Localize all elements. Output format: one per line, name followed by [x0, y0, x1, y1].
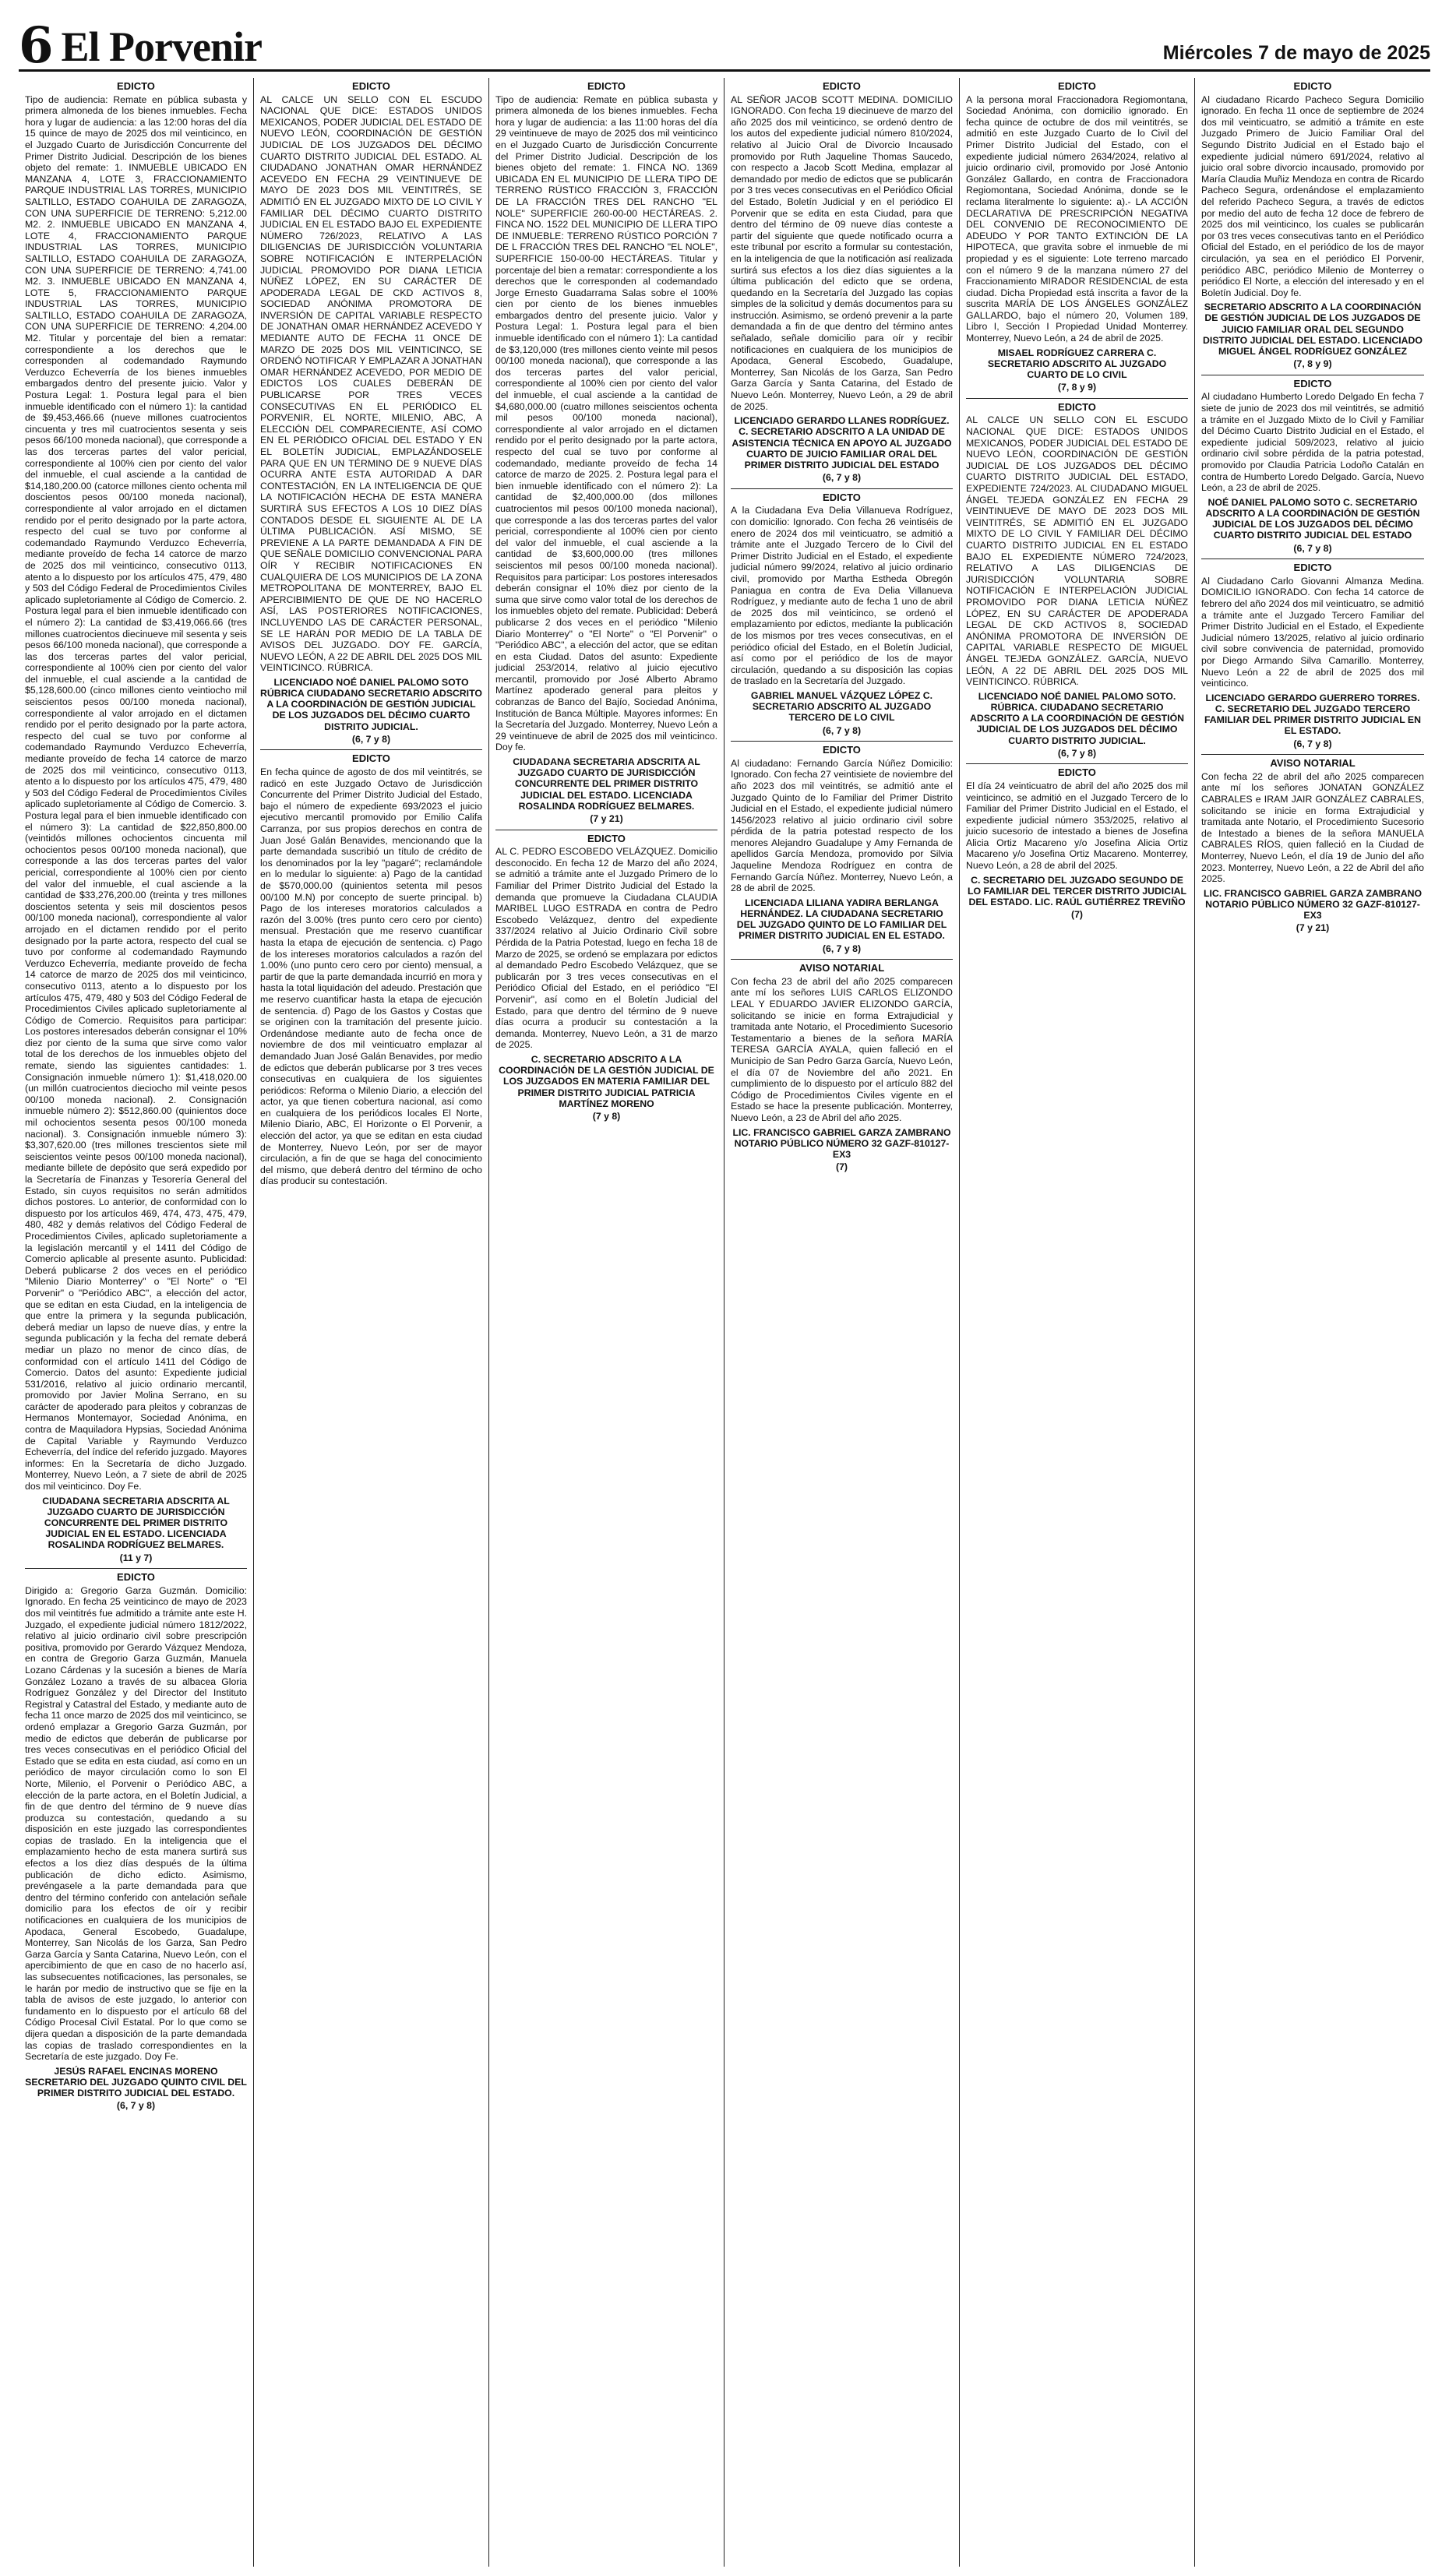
- notice-body: Con fecha 22 de abril del año 2025 comparecen ante mí los señores JONATAN GONZÁLEZ CABRALES e IRAM JAIR GONZÁLEZ CABRALES, solicitando se inicie en forma Extrajudicial y tramitada ante Notario, el Procedimiento Sucesorio de Intestado a bienes de la señora MANUELA CABRALES RÍOS, quien falleció en la Ciudad de Monterrey, Nuevo León, el día 19 de Junio del año 2023. Monterrey, Nuevo León, a 22 de Abril del año 2025.: [1201, 770, 1424, 885]
- notice-publication-dates: (6, 7 y 8): [822, 724, 862, 736]
- notice-body: Dirigido a: Gregorio Garza Guzmán. Domicilio: Ignorado. En fecha 25 veinticinco de mayo de 2023 dos mil veintitrés fue admitido a trámite ante este H. Juzgado, el expediente judicial número 1812/2022, relativo al juicio ordinario civil sobre prescripción positiva, promovido por Gerardo Vázquez Mendoza, en contra de Gregorio Garza Guzmán, Manuela Lozano Cárdenas y la sucesión a bienes de María González Lozano a través de su albacea Gloria Rodríguez González y del Director del Instituto Registral y Catastral del Estado, y mediante auto de fecha 11 once marzo de 2025 dos mil veinticinco, se ordenó emplazar a Gregorio Garza Guzmán, por medio de edictos que deberán de publicarse por tres veces consecutivas en el periódico Oficial del Estado que se edita en esta ciudad, así como en un periódico de mayor circulación como lo son El Norte, Milenio, el Porvenir o Periódico ABC, a elección de la parte actora, en el Boletín Judicial, a fin de que dentro del término de 9 nueve días produzca su contestación, quedando a su disposición en este juzgado las correspondientes copias de traslado. En la inteligencia que el emplazamiento hecho de esta manera surtirá sus efectos a los diez días después de la última publicación de dicho edicto. Asimismo, prevéngasele a la parte demandada para que dentro del término conferido con antelación señale domicilio para los efectos de oír y recibir notificaciones en cualquiera de los municipios de Apodaca, General Escobedo, Guadalupe, Monterrey, San Nicolás de los Garza, San Pedro Garza García y Santa Catarina, Nuevo León, con el apercibimiento de que en caso de no hacerlo así, las subsecuentes notificaciones, las personales, se le harán por medio de instructivo que se fije en la tabla de avisos de este juzgado, lo anterior con fundamento en lo dispuesto por el artículo 68 del Código Procesal Civil Estatal. Por lo que como se dijera quedan a disposición de la parte demandada las copias de traslado correspondientes en la Secretaría de este juzgado. Doy Fe.: [25, 1584, 247, 2063]
- column-5: [960, 78, 1195, 2567]
- notice-heading: EDICTO: [1293, 80, 1332, 92]
- notice-heading: EDICTO: [587, 80, 626, 92]
- notice-body: AL CALCE UN SELLO CON EL ESCUDO NACIONAL QUE DICE: ESTADOS UNIDOS MEXICANOS, PODER JUDICIAL DEL ESTADO DE NUEVO LEÓN, COORDINACIÓN DE GESTIÓN JUDICIAL DE LOS JUZGADOS DEL DÉCIMO CUARTO DISTRITO JUDICIAL DEL ESTADO. AL CIUDADANO JONATHAN OMAR HERNÁNDEZ ACEVEDO EN FECHA 29 VEINTINUEVE DE MAYO DE 2023 DOS MIL VEINTITRÉS, SE ADMITIÓ EN EL JUZGADO MIXTO DE LO CIVIL Y FAMILIAR DEL DÉCIMO CUARTO DISTRITO JUDICIAL EN EL ESTADO BAJO EL EXPEDIENTE NÚMERO 726/2023, RELATIVO A LAS DILIGENCIAS DE JURISDICCIÓN VOLUNTARIA SOBRE NOTIFICACIÓN E INTERPELACIÓN JUDICIAL PROMOVIDO POR DIANA LETICIA NÚÑEZ LÓPEZ, EN SU CARÁCTER DE APODERADA LEGAL DE CKD ACTIVOS 8, SOCIEDAD ANÓNIMA PROMOTORA DE INVERSIÓN DE CAPITAL VARIABLE RESPECTO DE JONATHAN OMAR HERNÁNDEZ ACEVEDO Y MEDIANTE AUTO DE FECHA 11 ONCE DE MARZO DE 2025 DOS MIL VEINTICINCO, SE ORDENÓ NOTIFICAR Y EMPLAZAR A JONATHAN OMAR HERNÁNDEZ ACEVEDO, POR MEDIO DE EDICTOS LOS CUALES DEBERÁN DE PUBLICARSE POR TRES VECES CONSECUTIVAS EN EL PERIÓDICO EL PORVENIR, EL NORTE, MILENIO, ABC, A ELECCIÓN DEL COMPARECIENTE, ASÍ COMO EN EL PERIÓDICO OFICIAL DEL ESTADO Y EN EL BOLETÍN JUDICIAL, EMPLAZÁNDOSELE PARA QUE EN UN TÉRMINO DE 9 NUEVE DÍAS OCURRA ANTE ESTA AUTORIDAD A DAR CONTESTACIÓN, EN LA INTELIGENCIA DE QUE LA NOTIFICACIÓN HECHA DE ESTA MANERA SURTIRÁ SUS EFECTOS A LOS 10 DIEZ DÍAS CONTADOS DESDE EL SIGUIENTE AL DE LA ÚLTIMA PUBLICACIÓN. ASÍ MISMO, SE PREVIENE A LA PARTE DEMANDADA A FIN DE QUE SEÑALE DOMICILIO CONVENCIONAL PARA OÍR Y RECIBIR NOTIFICACIONES EN CUALQUIERA DE LOS MUNICIPIOS DE LA ZONA METROPOLITANA DE MONTERREY, BAJO EL APERCIBIMIENTO DE QUE DE NO HACERLO ASÍ, LAS POSTERIORES NOTIFICACIONES, INCLUYENDO LAS DE CARÁCTER PERSONAL, SE LE HARÁN POR MEDIO DE LA TABLA DE AVISOS DEL JUZGADO. DOY FE. GARCÍA, NUEVO LEÓN, A 22 DE ABRIL DEL 2025 DOS MIL VEINTICINCO. RÚBRICA.: [260, 93, 482, 674]
- notice-heading: EDICTO: [1293, 562, 1332, 574]
- legal-notice: [1201, 375, 1424, 554]
- notice-signature: LIC. FRANCISCO GABRIEL GARZA ZAMBRANO NOTARIO PÚBLICO NÚMERO 32 GAZF-810127-EX3: [732, 1126, 951, 1160]
- notice-divider: [731, 959, 953, 960]
- notice-publication-dates: (7, 8 y 9): [1293, 358, 1332, 370]
- notice-body: En fecha quince de agosto de dos mil veintitrés, se radicó en este Juzgado Octavo de Jurisdicción Concurrente del Primer Distrito Judicial del Estado, bajo el número de expediente 693/2023 el juicio ejecutivo mercantil promovido por Emilio Califa Carranza, por sus propios derechos en contra de Juan José Galán Benavides, mencionando que la parte demandada suscribió un título de crédito de los denominados por la ley "pagaré"; reclamándole en lo medular lo siguiente: a) Pago de la cantidad de $570,000.00 (quinientos setenta mil pesos 00/100 M.N) por concepto de suerte principal. b) Pago de los intereses moratorios calculados a razón del 3.00% (tres punto cero cero por ciento) mensual. Prestación que me reservo cuantificar hasta la etapa de ejecución de sentencia. c) Pago de los intereses moratorios calculados a razón del 1.00% (uno punto cero cero por ciento) mensual, a partir de que la parte demandada incurrió en mora y hasta la total liquidación del adeudo. Prestación que me reservo cuantificar hasta la etapa de ejecución de sentencia. d) Pago de los Gastos y Costas que se originen con la tramitación del presente juicio. Ordenándose mediante auto de fecha once de noviembre de dos mil veinticuatro emplazar al demandado Juan José Galán Benavides, por medio de edictos que deberán publicarse por 3 tres veces consecutivas en cualquiera de los siguientes periódicos: Reforma o Milenio Diario, a elección del actor, ya que tienen cobertura nacional, así como en cualquiera de los periódicos locales El Norte, Milenio Diario, ABC, El Horizonte o El Porvenir, a elección del actor, ya que se editan en esta ciudad de Monterrey, Nuevo León, por ser de mayor circulación, a fin de que se haga del conocimiento del mismo, que deberá dentro del término de ocho días producir su contestación.: [260, 766, 482, 1187]
- notice-body: AL C. PEDRO ESCOBEDO VELÁZQUEZ. Domicilio desconocido. En fecha 12 de Marzo del año 2024, se admitió a trámite ante el Juzgado Primero de lo Familiar del Primer Distrito Judicial del Estado la demanda que promueve la Ciudadana CLAUDIA MARIBEL LUGO ESTRADA en contra de Pedro Escobedo Velázquez, dentro del expediente 337/2024 relativo al Juicio Ordinario Civil sobre Pérdida de la Patria Potestad, luego en fecha 18 de Marzo de 2025, se ordenó se emplazara por edictos al demandado Pedro Escobedo Velázquez, que se publicarán por 3 tres veces consecutivas en el Periódico Oficial del Estado, en el periódico "El Porvenir", así como en el Boletín Judicial del Estado, para que dentro del término de 9 nueve días ocurra a producir su contestación a la demanda. Monterrey, Nuevo León, a 31 de marzo de 2025.: [495, 846, 717, 1051]
- notice-publication-dates: (6, 7 y 8): [822, 943, 862, 954]
- notice-divider: [731, 741, 953, 742]
- notice-heading: EDICTO: [1293, 377, 1332, 389]
- notice-body: El día 24 veinticuatro de abril del año 2025 dos mil veinticinco, se admitió en el Juzgado Tercero de lo Familiar del Primer Distrito Judicial en el Estado, el expediente judicial número 353/2025, relativo al juicio sucesorio de intestado a bienes de Josefina Alicia Ortiz Macareno y/o Josefina Alicia Ortiz Macareno y/o Josefina Ortiz Macareno. Monterrey, Nuevo León, a 28 de abril del 2025.: [966, 780, 1188, 872]
- notice-heading: EDICTO: [117, 80, 155, 92]
- notice-body: Al ciudadano Humberto Loredo Delgado En fecha 7 siete de junio de 2023 dos mil veintitrés, se admitió a trámite en el Juzgado Mixto de lo Civil y Familiar del Décimo Cuarto Distrito Judicial en el Estado, el expediente judicial 509/2023, relativo al juicio ordinario civil sobre pérdida de la patria potestad, promovido por Claudia Patricia Lodoño Catalán en contra de Humberto Loredo Delgado. García, Nuevo León, a 23 de abril de 2025.: [1201, 391, 1424, 494]
- notice-signature: LICENCIADO NOÉ DANIEL PALOMO SOTO RÚBRICA CIUDADANO SECRETARIO ADSCRITO A LA COORDINACIÓN DE GESTIÓN JUDICIAL DE LOS JUZGADOS DEL DÉCIMO CUARTO DISTRITO JUDICIAL.: [260, 676, 482, 732]
- notice-signature: C. SECRETARIO ADSCRITO A LA COORDINACIÓN DE LA GESTIÓN JUDICIAL DE LOS JUZGADOS EN MATERIA FAMILIAR DEL PRIMER DISTRITO JUDICIAL PATRICIA MARTÍNEZ MORENO: [499, 1053, 714, 1109]
- notice-heading: EDICTO: [352, 752, 390, 765]
- notice-heading: EDICTO: [1058, 400, 1096, 413]
- notice-body: Tipo de audiencia: Remate en pública subasta y primera almoneda de los bienes inmuebles. Fecha hora y lugar de audiencia: a las 11:00 horas del día 29 veintinueve de mayo de 2025 dos mil veinticinco en el Juzgado Cuarto de Jurisdicción Concurrente del Primer Distrito Judicial. Descripción de los bienes objeto del remate: 1. FINCA NO. 1369 UBICADA EN EL MUNICIPIO DE LLERA TIPO DE TERRENO RÚSTICO FRACCIÓN 3, FRACCIÓN DE LA FRACCIÓN TRES DEL RANCHO "EL NOLE" SUPERFICIE 260-00-00 HECTÁREAS. 2. FINCA NO. 1522 DEL MUNICIPIO DE LLERA TIPO DE INMUEBLE: TERRENO RÚSTICO PORCIÓN 7 DE L FRACCIÓN TRES DEL RANCHO "EL NOLE", SUPERFICIE 150-00-00 HECTÁREAS. Titular y porcentaje del bien a rematar: correspondiente a los derechos que le corresponden al codemandado Jorge Ernesto Guadarrama Salas sobre el 100% cien por ciento de los bienes inmuebles embargados dentro del presente juicio. Valor y Postura Legal: 1. Postura legal para el bien inmueble identificado con el número 1): La cantidad de $3,120,000 (tres millones ciento veinte mil pesos 00/100 moneda nacional), que corresponde a las dos terceras partes del valor pericial, correspondiente al 100% cien por ciento del valor del inmueble, el cual asciende a la cantidad de $4,680,000.00 (cuatro millones seiscientos ochenta mil pesos 00/100 moneda nacional), correspondiente al valor arrojado en el dictamen rendido por el perito designado por la parte actora, respecto del cual se tuvo por conforme al codemandado, mediante proveído de fecha 14 catorce de marzo de 2025. 2. Postura legal para el bien inmueble identificado con el número 2): La cantidad de $2,400,000.00 (dos millones cuatrocientos mil pesos 00/100 moneda nacional), que corresponde a las dos terceras partes del valor pericial, correspondiente al 100% cien por ciento del valor del inmueble, el cual asciende a la cantidad de $3,600,000.00 (tres millones seiscientos mil pesos 00/100 moneda nacional). Requisitos para participar: Los postores interesados deberán consignar el 10% diez por ciento de la suma que sirve como valor total de los derechos de los inmuebles objeto del remate. Publicidad: Deberá publicarse 2 dos veces en el periódico "Milenio Diario Monterrey" o "El Norte" o "El Porvenir" o "Periódico ABC", a elección del actor, que se editan en esta Ciudad. Datos del asunto: Expediente judicial 253/2014, relativo al juicio ejecutivo mercantil, promovido por José Alberto Abramo Martínez apoderado general para pleitos y cobranzas de Banco del Bajío, Sociedad Anónima, Institución de Banca Múltiple. Mayores informes: En la Secretaría del Juzgado. Monterrey, Nuevo León a 29 veintinueve de abril de 2025 dos mil veinticinco. Doy fe.: [495, 93, 717, 753]
- notice-heading: EDICTO: [587, 832, 626, 844]
- notice-signature: CIUDADANA SECRETARIA ADSCRITA AL JUZGADO CUARTO DE JURISDICCIÓN CONCURRENTE DEL PRIMER DISTRITO JUDICIAL DEL ESTADO. LICENCIADA ROSALINDA RODRÍGUEZ BELMARES.: [513, 756, 700, 812]
- legal-notice: [966, 398, 1188, 759]
- notice-heading: EDICTO: [117, 1571, 155, 1584]
- masthead: [19, 0, 1430, 75]
- notice-body: A la Ciudadana Eva Delia Villanueva Rodríguez, con domicilio: Ignorado. Con fecha 26 veintiséis de enero de 2024 dos mil veinticuatro, se admitió a trámite ante el Juzgado Tercero de lo Civil del Primer Distrito Judicial en el Estado, el expediente judicial número 99/2024, relativo al juicio ordinario civil, promovido por Martha Estheda Obregón Paniagua en contra de Eva Delia Villanueva Rodríguez, y mediante auto de fecha 1 uno de abril de 2025 dos mil veinticinco, se ordenó el emplazamiento por edictos, mediante la publicación de los mismos por tres veces consecutivas, en el periódico oficial del Estado, en el Boletín Judicial, así como por el periódico de los de mayor circulación, quedando a su disposición las copias de traslado en la Secretaría del Juzgado.: [731, 505, 953, 687]
- notice-publication-dates: (6, 7 y 8): [1057, 747, 1097, 759]
- legal-notice: [1201, 754, 1424, 934]
- notice-publication-dates: (7): [835, 1161, 848, 1173]
- notice-heading: EDICTO: [823, 744, 861, 756]
- notice-signature: GABRIEL MANUEL VÁZQUEZ LÓPEZ C. SECRETARIO ADSCRITO AL JUZGADO TERCERO DE LO CIVIL: [750, 689, 933, 724]
- notice-signature: LICENCIADA LILIANA YADIRA BERLANGA HERNÁNDEZ. LA CIUDADANA SECRETARIO DEL JUZGADO QUINTO DE LO FAMILIAR DEL PRIMER DISTRITO JUDICIAL EN EL ESTADO.: [736, 897, 947, 942]
- notice-signature: LICENCIADO GERARDO LLANES RODRÍGUEZ. C. SECRETARIO ADSCRITO A LA UNIDAD DE ASISTENCIA TÉCNICA EN APOYO AL JUZGADO CUARTO DE JUICIO FAMILIAR ORAL DEL PRIMER DISTRITO JUDICIAL DEL ESTADO: [732, 415, 952, 471]
- legal-notice: [260, 749, 482, 1187]
- legal-notice: [495, 81, 717, 825]
- notice-signature: LICENCIADO GERARDO GUERRERO TORRES. C. SECRETARIO DEL JUZGADO TERCERO FAMILIAR DEL PRIMER DISTRITO JUDICIAL EN EL ESTADO.: [1204, 692, 1422, 737]
- notice-signature: SECRETARIO ADSCRITO A LA COORDINACIÓN DE GESTIÓN JUDICIAL DE LOS JUZGADOS DE JUICIO FAMILIAR ORAL DEL SEGUNDO DISTRITO JUDICIAL DEL ESTADO. LICENCIADO MIGUEL ÁNGEL RODRÍGUEZ GONZÁLEZ: [1203, 301, 1423, 358]
- page-number: 6: [19, 16, 54, 75]
- notice-publication-dates: (6, 7 y 8): [1293, 542, 1332, 554]
- notice-publication-dates: (11 y 7): [119, 1552, 153, 1563]
- column-3: [489, 78, 724, 2567]
- notice-body: Tipo de audiencia: Remate en pública subasta y primera almoneda de los bienes inmuebles. Fecha hora y lugar de audiencia: a las 12:00 horas del día 15 quince de mayo de 2025 dos mil veinticinco, en el Juzgado Cuarto de Jurisdicción Concurrente del Primer Distrito Judicial. Descripción de los bienes objeto del remate: 1. INMUEBLE UBICADO EN MANZANA 4, LOTE 3, FRACCIONAMIENTO PARQUE INDUSTRIAL LAS TORRES, MUNICIPIO SALTILLO, ESTADO COAHUILA DE ZARAGOZA, CON UNA SUPERFICIE DE TERRENO: 5,212.00 M2. 2. INMUEBLE UBICADO EN MANZANA 4, LOTE 4, FRACCIONAMIENTO PARQUE INDUSTRIAL LAS TORRES, MUNICIPIO SALTILLO, ESTADO COAHUILA DE ZARAGOZA, CON UNA SUPERFICIE DE TERRENO: 4,741.00 M2. 3. INMUEBLE UBICADO EN MANZANA 4, LOTE 5, FRACCIONAMIENTO PARQUE INDUSTRIAL LAS TORRES, MUNICIPIO SALTILLO, ESTADO COAHUILA DE ZARAGOZA, CON UNA SUPERFICIE DE TERRENO: 4,204.00 M2. Titular y porcentaje del bien a rematar: correspondiente a los derechos que le corresponden al codemandado Raymundo Verduzco Echeverría de los bienes inmuebles embargados dentro del presente juicio. Valor y Postura Legal: 1. Postura legal para el bien inmueble identificado con el número 1): la cantidad de $9,453,466.66 (nueve millones cuatrocientos cincuenta y tres mil cuatrocientos sesenta y seis pesos 66/100 moneda nacional), que corresponde a las dos terceras partes del valor pericial, correspondiente al 100% cien por ciento del valor del inmueble, el cual asciende a la cantidad de $14,180,200.00 (catorce millones ciento ochenta mil doscientos pesos 00/100 moneda nacional), correspondiente al valor arrojado en el dictamen rendido por el perito designado por la parte actora, respecto del cual se tuvo por conforme al codemandado Raymundo Verduzco Echeverría, mediante proveído de fecha 14 catorce de marzo de 2025 dos mil veinticinco, consecutivo 0113, atento a lo dispuesto por los artículos 475, 479, 480 y 503 del Código Federal de Procedimientos Civiles aplicado supletoriamente al Código de Comercio. 2. Postura legal para el bien inmueble identificado con el número 2): La cantidad de $3,419,066.66 (tres millones cuatrocientos diecinueve mil sesenta y seis pesos 66/100 moneda nacional), que corresponde a las dos terceras partes del valor pericial, correspondiente al 100% cien por ciento del valor del inmueble, el cual asciende a la cantidad de $5,128,600.00 (cinco millones ciento veintiocho mil seiscientos pesos 00/100 moneda nacional), correspondiente al valor arrojado en el dictamen rendido por el perito designado por la parte actora, respecto del cual se tuvo por conforme al codemandado Raymundo Verduzco Echeverría, mediante proveído de fecha 14 catorce de marzo de 2025 dos mil veinticinco, consecutivo 0113, atento a lo dispuesto por los artículos 475, 479, 480 y 503 del Código Federal de Procedimientos Civiles aplicado supletoriamente al Código de Comercio. 3. Postura legal para el bien inmueble identificado con el número 3): La cantidad de $22,850,800.00 (veintidós millones ochocientos cincuenta mil ochocientos pesos 00/100 moneda nacional), que corresponde a las dos terceras partes del valor pericial, correspondiente al 100% cien por ciento del valor del inmueble, el cual asciende a la cantidad de $33,276,200.00 (treinta y tres millones doscientos setenta y seis mil doscientos pesos 00/100 moneda nacional), correspondiente al valor arrojado en el dictamen rendido por el perito designado por la parte actora, respecto del cual se tuvo por conforme al codemandado Raymundo Verduzco Echeverría, mediante proveído de fecha 14 catorce de marzo de 2025 dos mil veinticinco, consecutivo 0113, atento a lo dispuesto por los artículos 475, 479, 480 y 503 del Código Federal de Procedimientos Civiles aplicado supletoriamente al Código de Comercio. Requisitos para participar: Los postores interesados deberán consignar el 10% diez por ciento de la suma que sirve como valor total de los derechos de los inmuebles objeto del remate, siendo las siguientes cantidades: 1. Consignación inmueble número 1): $1,418,020.00 (un millón cuatrocientos dieciocho mil veinte pesos 00/100 moneda nacional). 2. Consignación inmueble número 2): $512,860.00 (quinientos doce mil ochocientos sesenta pesos 00/100 moneda nacional). 3. Consignación inmueble número 3): $3,307,620.00 (tres millones trescientos siete mil seiscientos veinte pesos 00/100 moneda nacional), mediante billete de depósito que será expedido por la Secretaría de Finanzas y Tesorería General del Estado, sin cuyos requisitos no serán admitidos dichos postores. Lo anterior, de conformidad con lo dispuesto por los artículos 469, 474, 473, 475, 479, 480, 482 y demás relativos del Código Federal de Procedimientos Civiles, aplicado supletoriamente a la legislación mercantil y el 1411 del Código de Comercio aplicable al presente asunto. Publicidad: Deberá publicarse 2 dos veces en el periódico "Milenio Diario Monterrey" o "El Norte" o "El Porvenir" o "Periódico ABC", a elección del actor, que se editan en esta Ciudad, en la inteligencia de que entre la primera y la segunda publicación, deberá mediar un lapso de nueve días, y entre la segunda publicación y la fecha del remate deberá mediar un plazo no menor de cinco días, de conformidad con el artículo 1411 del Código de Comercio. Datos del asunto: Expediente judicial 531/2016, relativo al juicio ordinario mercantil, promovido por Javier Molina Serrano, en su carácter de apoderado para pleitos y cobranzas de Hermanos Montemayor, Sociedad Anónima, en contra de Maquiladora Hypsias, Sociedad Anónima de Capital Variable y Raymundo Verduzco Echeverría, del índice del referido juzgado. Mayores informes: En la Secretaría de dicho Juzgado. Monterrey, Nuevo León, a 7 siete de abril de 2025 dos mil veinticinco. Doy Fe.: [25, 93, 247, 1492]
- legal-notice: [495, 830, 717, 1122]
- notice-body: Al ciudadano: Fernando García Núñez Domicilio: Ignorado. Con fecha 27 veintisiete de noviembre del año 2023 dos mil veintitrés, se admitió ante el Juzgado Quinto de lo Familiar del Primer Distrito Judicial en el Estado, el expediente judicial número 1456/2023 relativo al juicio ordinario civil sobre pérdida de la patria potestad respecto de los menores Alejandro Guadalupe y Amy Fernanda de apellidos García Mendoza, promovido por Silvia Jaqueline Mendoza Rodríguez en contra de Fernando García Núñez. Monterrey, Nuevo León, a 28 de abril de 2025.: [731, 757, 953, 894]
- legal-notice: [731, 959, 953, 1173]
- notice-divider: [1201, 754, 1424, 755]
- notice-publication-dates: (6, 7 y 8): [351, 733, 391, 745]
- notice-divider: [731, 488, 953, 489]
- notice-body: Con fecha 23 de abril del año 2025 comparecen ante mí los señores LUIS CARLOS ELIZONDO LEAL Y EDUARDO JAVIER ELIZONDO GARCÍA, solicitando se inicie en forma Extrajudicial y tramitada ante Notario, el Procedimiento Sucesorio Testamentario a bienes de la señora MARÍA TERESA GARCÍA AYALA, quien falleció en el Municipio de San Pedro Garza García, Nuevo León, el día 07 de Noviembre del año 2021. En cumplimiento de lo dispuesto por el artículo 882 del Código de Procedimientos Civiles vigente en el Estado se hace la presente publicación. Monterrey, Nuevo León, a 23 de Abril del año 2025.: [731, 975, 953, 1123]
- legal-notice: [25, 81, 247, 1563]
- notice-publication-dates: (7 y 21): [590, 813, 623, 825]
- notice-signature: MISAEL RODRÍGUEZ CARRERA C. SECRETARIO ADSCRITO AL JUZGADO CUARTO DE LO CIVIL: [987, 347, 1167, 381]
- notice-signature: LICENCIADO NOÉ DANIEL PALOMO SOTO. RÚBRICA. CIUDADANO SECRETARIO ADSCRITO A LA COORDINACIÓN DE GESTIÓN JUDICIAL DE LOS JUZGADOS DEL DÉCIMO CUARTO DISTRITO JUDICIAL.: [969, 690, 1185, 746]
- legal-notice: [260, 81, 482, 745]
- notice-body: Al Ciudadano Carlo Giovanni Almanza Medina. DOMICILIO IGNORADO. Con fecha 14 catorce de febrero del año 2024 dos mil veinticuatro, se admitió a trámite ante el Juzgado Tercero Familiar del Primer Distrito Judicial en el Estado, el Expediente Judicial número 13/2025, relativo al juicio ordinario civil sobre convivencia de paternidad, promovido por Diego Armando Silva Camarillo. Monterrey, Nuevo León a 22 de abril de 2025 dos mil veinticinco.: [1201, 575, 1424, 689]
- notice-heading: EDICTO: [823, 491, 861, 503]
- column-4: [724, 78, 960, 2567]
- notice-heading: EDICTO: [1058, 766, 1096, 779]
- notice-heading: EDICTO: [352, 80, 390, 92]
- legal-notice: [1201, 559, 1424, 749]
- notice-divider: [966, 398, 1188, 399]
- legal-notice: [731, 741, 953, 954]
- newspaper-logo: El Porvenir: [61, 23, 262, 70]
- notice-heading: AVISO NOTARIAL: [799, 962, 885, 974]
- notice-heading: EDICTO: [823, 80, 861, 92]
- notice-body: A la persona moral Fraccionadora Regiomontana, Sociedad Anónima, con domicilio ignorado. En fecha quince de octubre de dos mil veintitrés, se admitió en este Juzgado Cuarto de lo Civil del Primer Distrito Judicial del Estado, con el expediente judicial número 2634/2024, relativo al juicio ordinario civil, promovido por José Antonio González Gallardo, en contra de Fraccionadora Regiomontana, Sociedad Anónima, donde se le reclama literalmente lo siguiente: a).- LA ACCIÓN DECLARATIVA DE PRESCRIPCIÓN NEGATIVA DEL CONVENIO DE RECONOCIMIENTO DE ADEUDO Y POR TANTO EXTINCIÓN DE LA HIPOTECA, que gravita sobre el inmueble de mi propiedad y es el siguiente: Lote terreno marcado con el número 9 de la manzana número 27 del Fraccionamiento MIRADOR RESIDENCIAL de esta ciudad. Dicha Propiedad está inscrita a favor de la suscrita MARÍA DE LOS ÁNGELES GONZÁLEZ GALLARDO, bajo el número 20, Volumen 189, Libro I, Sección I Propiedad Unidad Monterrey. Monterrey, Nuevo León, a 24 de abril de 2025.: [966, 93, 1188, 344]
- column-1: [19, 78, 254, 2567]
- notice-publication-dates: (6, 7 y 8): [116, 2100, 156, 2112]
- notice-signature: JESÚS RAFAEL ENCINAS MORENO SECRETARIO DEL JUZGADO QUINTO CIVIL DEL PRIMER DISTRITO JUDICIAL DEL ESTADO.: [25, 2065, 247, 2099]
- masthead-left: [19, 16, 262, 75]
- notice-body: Al ciudadano Ricardo Pacheco Segura Domicilio ignorado. En fecha 11 once de septiembre de 2024 dos mil veinticuatro, se admitió a trámite en este Juzgado Primero de Juicio Familiar Oral del Segundo Distrito Judicial en el Estado bajo el expediente judicial número 691/2024, relativo al juicio oral sobre divorcio incausado, promovido por María Claudia Muñiz Mendoza en contra de Ricardo Pacheco Segura, ordenándose el emplazamiento del referido Pacheco Segura, a través de edictos por medio del auto de fecha 12 doce de febrero de 2025 dos mil veinticinco, los cuales se publicarán por 03 tres veces consecutivas tanto en el Periódico Oficial del Estado, en el periódico de los de mayor circulación, ya sea en el periódico El Porvenir, periódico ABC, periódico Milenio de Monterrey o periódico El Norte, a elección del interesado y en el Boletín Judicial. Doy fe.: [1201, 93, 1424, 298]
- notice-divider: [260, 749, 482, 750]
- notice-body: AL SEÑOR JACOB SCOTT MEDINA. DOMICILIO IGNORADO. Con fecha 19 diecinueve de marzo del año 2025 dos mil veinticinco, se ordenó dentro de los autos del expediente judicial número 810/2024, relativo al Juicio Oral de Divorcio Incausado promovido por Ruth Jaqueline Thomas Saucedo, con respecto a Jacob Scott Medina, emplazar al demandado por medio de edictos que se publicarán por 3 tres veces consecutivas en el Periódico Oficial del Estado, Boletín Judicial y en el periódico El Porvenir que se edita en esta Ciudad, para que dentro del término de 09 nueve días conteste a partir del siguiente que quede notificado ocurra a este tribunal por escrito a formular su contestación, en la inteligencia de que la notificación así realizada surtirá sus efectos a los diez días siguientes a la última publicación del edicto que se ordena, quedando en la Secretaría del Juzgado las copias simples de la solicitud y demás documentos para su instrucción. Asimismo, se ordenó prevenir a la parte demandada a fin de que dentro del término antes señalado, señale domicilio para oír y recibir notificaciones en cualquiera de los municipios de Apodaca, General Escobedo, Guadalupe, Monterrey, San Nicolás de los Garza, San Pedro Garza García y Santa Catarina, del Estado de Nuevo León. Monterrey, Nuevo León, a 29 de abril de 2025.: [731, 93, 953, 412]
- legal-notice: [966, 81, 1188, 393]
- notice-publication-dates: (7 y 8): [592, 1110, 621, 1122]
- legal-notice: [966, 763, 1188, 921]
- legal-notice: [25, 1568, 247, 2112]
- notice-heading: AVISO NOTARIAL: [1270, 757, 1356, 770]
- notice-publication-dates: (7, 8 y 9): [1057, 382, 1097, 393]
- classifieds-columns: [19, 78, 1430, 2567]
- column-6: [1195, 78, 1430, 2567]
- notice-heading: EDICTO: [1058, 80, 1096, 92]
- notice-divider: [25, 1568, 247, 1569]
- notice-signature: NOÉ DANIEL PALOMO SOTO C. SECRETARIO ADSCRITO A LA COORDINACIÓN DE GESTIÓN JUDICIAL DE LOS JUZGADOS DEL DÉCIMO CUARTO DISTRITO JUDICIAL DEL ESTADO: [1205, 496, 1420, 541]
- notice-divider: [966, 763, 1188, 764]
- notice-publication-dates: (7 y 21): [1296, 922, 1330, 934]
- notice-publication-dates: (7): [1070, 909, 1084, 921]
- notice-publication-dates: (6, 7 y 8): [822, 472, 862, 484]
- notice-signature: C. SECRETARIO DEL JUZGADO SEGUNDO DE LO FAMILIAR DEL TERCER DISTRITO JUDICIAL DEL ESTADO. LIC. RAÚL GUTIÉRREZ TREVIÑO: [967, 874, 1186, 908]
- notice-body: AL CALCE UN SELLO CON EL ESCUDO NACIONAL QUE DICE: ESTADOS UNIDOS MEXICANOS, PODER JUDICIAL DEL ESTADO DE NUEVO LEÓN, COORDINACIÓN DE GESTIÓN JUDICIAL DE LOS JUZGADOS DEL DÉCIMO CUARTO DISTRITO JUDICIAL DEL ESTADO, EXPEDIENTE 724/2023. AL CIUDADANO MIGUEL ÁNGEL TEJEDA GONZÁLEZ EN FECHA 29 VEINTINUEVE DE MAYO DE 2023 DOS MIL VEINTITRÉS, SE ADMITIÓ EN EL JUZGADO MIXTO DE LO CIVIL Y FAMILIAR DEL DÉCIMO CUARTO DISTRITO JUDICIAL EN EL ESTADO BAJO EL EXPEDIENTE NÚMERO 724/2023, RELATIVO A LAS DILIGENCIAS DE JURISDICCIÓN VOLUNTARIA SOBRE NOTIFICACIÓN E INTERPELACIÓN JUDICIAL PROMOVIDO POR DIANA LETICIA NÚÑEZ LÓPEZ, EN SU CARÁCTER DE APODERADA LEGAL DE CKD ACTIVOS 8, SOCIEDAD ANÓNIMA PROMOTORA DE INVERSIÓN DE CAPITAL VARIABLE RESPECTO DE MIGUEL ÁNGEL TEJEDA GONZÁLEZ. GARCÍA, NUEVO LEÓN, A 22 DE ABRIL DEL 2025 DOS MIL VEINTICINCO. RÚBRICA.: [966, 414, 1188, 688]
- column-2: [254, 78, 489, 2567]
- notice-signature: CIUDADANA SECRETARIA ADSCRITA AL JUZGADO CUARTO DE JURISDICCIÓN CONCURRENTE DEL PRIMER DISTRITO JUDICIAL EN EL ESTADO. LICENCIADA ROSALINDA RODRÍGUEZ BELMARES.: [42, 1495, 230, 1551]
- notice-signature: LIC. FRANCISCO GABRIEL GARZA ZAMBRANO NOTARIO PÚBLICO NÚMERO 32 GAZF-810127-EX3: [1203, 887, 1423, 922]
- legal-notice: [731, 81, 953, 484]
- notice-publication-dates: (6, 7 y 8): [1293, 738, 1332, 749]
- legal-notice: [1201, 81, 1424, 370]
- legal-notice: [731, 488, 953, 736]
- issue-date: Miércoles 7 de mayo de 2025: [1162, 42, 1430, 64]
